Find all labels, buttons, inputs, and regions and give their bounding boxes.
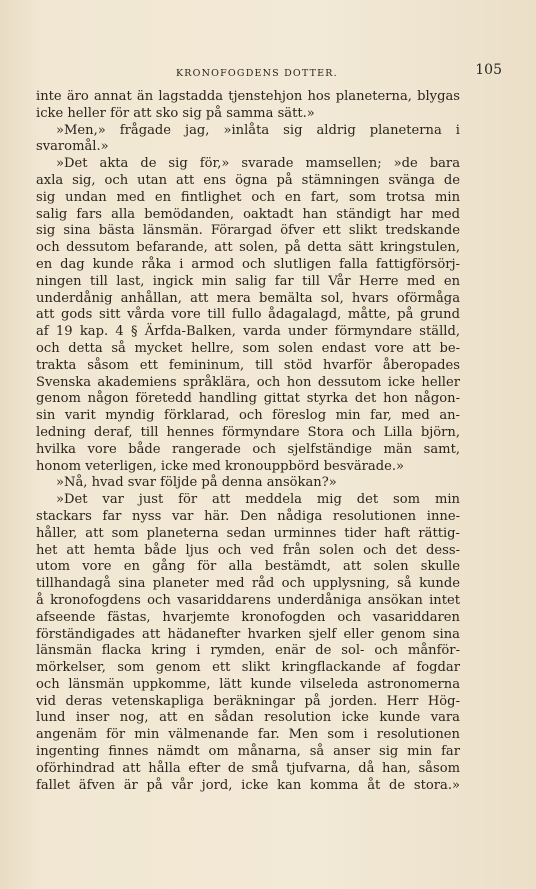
text-line: länsmän flacka kring i rymden, enär de sol- och månför-: [36, 643, 460, 659]
text-line: afseende fästas, hvarjemte kronofogden och vasariddaren: [36, 609, 460, 625]
text-line: honom veterligen, icke med kronouppbörd besvärade.»: [36, 458, 405, 474]
text-line: tillhandagå sina planeter med råd och upplysning, så kunde: [36, 576, 460, 592]
text-line: en dag kunde råka i armod och slutligen falla fattigförsörj-: [36, 256, 460, 272]
body-text: [36, 89, 460, 794]
text-line: svaromål.»: [36, 139, 109, 155]
text-line: och dessutom befarande, att solen, på detta sätt kringstulen,: [36, 240, 460, 256]
page-number: 105: [475, 62, 502, 78]
text-line: »Det var just för att meddela mig det som min: [56, 492, 460, 508]
text-line: fallet äfven är på vår jord, icke kan komma åt de stora.»: [36, 777, 460, 793]
text-line: utom vore en gång för alla bestämdt, att solen skulle: [36, 559, 460, 575]
text-line: hvilka vore både rangerade och sjelfständige män samt,: [36, 441, 460, 457]
text-line: å kronofogdens och vasariddarens underdåniga ansökan intet: [36, 592, 460, 608]
text-line: af 19 kap. 4 § Ärfda-Balken, varda under förmyndare ställd,: [36, 324, 460, 340]
text-line: trakta såsom ett femininum, till stöd hvarför åberopades: [36, 357, 460, 373]
text-line: salig fars alla bemödanden, oaktadt han ständigt har med: [36, 206, 460, 222]
text-line: sin varit myndig förklarad, och föreslog min far, med an-: [36, 408, 460, 424]
text-line: att gods sitt vårda vore till fullo ådagalagd, måtte, på grund: [36, 307, 460, 323]
text-line: Svenska akademiens språklära, och hon dessutom icke heller: [36, 374, 460, 390]
text-line: och länsmän uppkomme, lätt kunde vilseleda astronomerna: [36, 676, 460, 692]
text-line: het att hemta både ljus och ved från solen och det dess-: [36, 542, 460, 558]
text-line: inte äro annat än lagstadda tjenstehjon hos planeterna, blygas: [36, 89, 460, 104]
text-line: angenäm för min välmenande far. Men som i resolutionen: [36, 727, 460, 743]
text-line: mörkelser, som genom ett slikt kringflackande af fogdar: [36, 660, 460, 676]
text-line: förständigades att hädanefter hvarken sjelf eller genom sina: [36, 626, 460, 642]
text-line: stackars far nyss var här. Den nådiga resolutionen inne-: [36, 508, 460, 524]
text-line: och detta så mycket hellre, som solen endast vore att be-: [36, 340, 460, 356]
text-line: genom någon företedd handling gittat styrka det hon någon-: [36, 391, 460, 407]
text-line: ledning deraf, till hennes förmyndare Stora och Lilla björn,: [36, 424, 460, 440]
text-line: »Men,» frågade jag, »inlåta sig aldrig planeterna i: [56, 122, 460, 138]
text-line: underdånig anhållan, att mera bemälta sol, hvars oförmåga: [36, 290, 460, 306]
running-head: KRONOFOGDENS DOTTER.: [176, 68, 338, 79]
text-line: ingenting finnes nämdt om månarna, så anser sig min far: [36, 744, 460, 760]
text-line: icke heller för att sko sig på samma sätt.»: [36, 105, 315, 121]
text-line: ningen till last, ingick min salig far till Vår Herre med en: [36, 273, 460, 289]
text-line: axla sig, och utan att ens ögna på stämningen svänga de: [36, 172, 460, 188]
text-line: »Det akta de sig för,» svarade mamsellen; »de bara: [56, 156, 460, 172]
text-line: vid deras vetenskapliga beräkningar på jorden. Herr Hög-: [36, 693, 460, 709]
text-line: oförhindrad att hålla efter de små tjufvarna, då han, såsom: [36, 760, 460, 776]
text-line: håller, att som planeterna sedan urminnes tider haft rättig-: [36, 525, 460, 541]
text-line: sig undan med en fintlighet och en fart, som trotsa min: [36, 189, 460, 205]
page-header: [36, 62, 502, 82]
text-line: lund inser nog, att en sådan resolution icke kunde vara: [36, 710, 460, 726]
text-line: sig sina bästa länsmän. Förargad öfver ett slikt tredskande: [36, 223, 460, 239]
text-line: »Nå, hvad svar följde på denna ansökan?»: [56, 475, 337, 491]
